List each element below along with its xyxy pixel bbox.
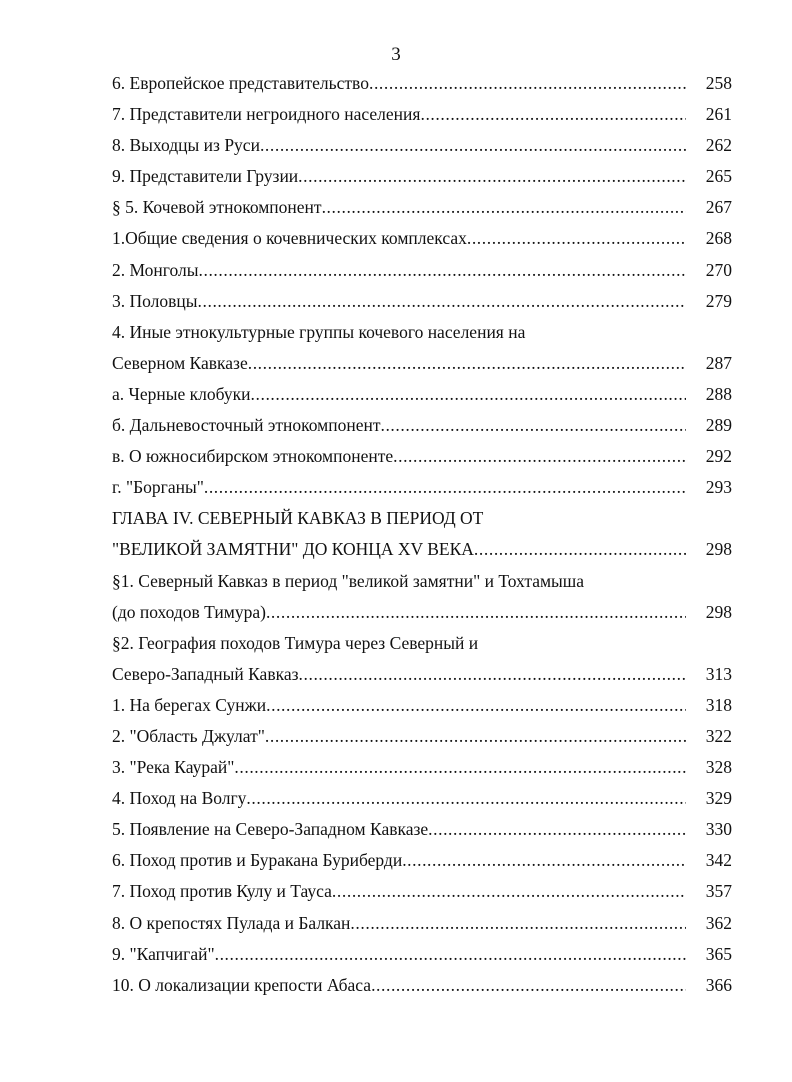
page-number: 3 [391, 44, 401, 65]
toc-entry-continued [112, 317, 732, 348]
toc-entry [112, 192, 732, 223]
toc-entry-title: 6. Поход против и Буракана Буриберди [112, 850, 403, 871]
toc-entry [112, 379, 732, 410]
toc-entry-page: 268 [705, 228, 732, 249]
leader-dots [322, 192, 686, 223]
toc-entry-page: 357 [705, 881, 732, 902]
toc-entry-title: Северном Кавказе [112, 352, 248, 373]
toc-entry [112, 908, 732, 939]
toc-entry [112, 939, 732, 970]
leader-dots [260, 130, 686, 161]
toc-entry-page: 258 [705, 73, 732, 93]
toc-entry-page: 366 [705, 974, 732, 995]
toc-entry-title: Северо-Западный Кавказ [112, 663, 299, 684]
toc-entry [112, 348, 732, 379]
toc-entry-title: "ВЕЛИКОЙ ЗАМЯТНИ" ДО КОНЦА XV ВЕКА [112, 539, 474, 560]
leader-dots [234, 752, 686, 783]
toc-entry-page: 293 [705, 477, 732, 498]
leader-dots [467, 223, 686, 254]
leader-dots [248, 348, 686, 379]
toc-entry-page: 279 [705, 290, 732, 311]
toc-entry-title: а. Черные клобуки [112, 383, 251, 404]
leader-dots [266, 690, 686, 721]
toc-entry-title: 8. О крепостях Пулада и Балкан [112, 912, 351, 933]
toc-entry-title: 3. "Река Каурай" [112, 757, 235, 778]
toc-entry [112, 783, 732, 814]
toc-entry [112, 752, 732, 783]
toc-entry-page: 318 [705, 694, 732, 715]
toc-entry-title: 4. Поход на Волгу [112, 788, 247, 809]
toc-entry [112, 255, 732, 286]
leader-dots [474, 534, 686, 565]
toc-entry-page: 288 [705, 383, 732, 404]
toc-entry [112, 659, 732, 690]
toc-entry-title: б. Дальневосточный этнокомпонент [112, 415, 381, 436]
toc-entry-title: 9. "Капчигай" [112, 943, 215, 964]
toc-entry-title: 7. Представители негроидного населения [112, 104, 421, 125]
toc-entry-title: (до походов Тимура) [112, 601, 266, 622]
toc-entry-title: 10. О локализации крепости Абаса [112, 974, 372, 995]
toc-entry-title: 6. Европейское представительство [112, 73, 369, 93]
toc-entry-title: 2. Монголы [112, 259, 199, 280]
toc-entry [112, 845, 732, 876]
toc-entry [112, 690, 732, 721]
toc-entry [112, 721, 732, 752]
toc-entry-title: §1. Северный Кавказ в период "великой замятни" и Тохтамыша [112, 570, 585, 591]
toc-entry-continued [112, 628, 732, 659]
toc-entry-page: 267 [705, 197, 732, 218]
toc-entry-continued [112, 566, 732, 597]
toc-entry-title: 8. Выходцы из Руси [112, 135, 260, 156]
leader-dots [199, 255, 687, 286]
leader-dots [266, 597, 686, 628]
toc-entry [112, 99, 732, 130]
toc-entry-page: 262 [705, 135, 732, 156]
toc-entry-title: 3. Половцы [112, 290, 198, 311]
toc-entry [112, 68, 732, 99]
toc-entry-title: 7. Поход против Кулу и Тауса [112, 881, 332, 902]
toc-chapter-heading [112, 534, 732, 565]
toc-entry-page: 270 [705, 259, 732, 280]
toc-entry-page: 362 [705, 912, 732, 933]
toc-entry-page: 289 [705, 415, 732, 436]
leader-dots [393, 441, 686, 472]
toc-entry-page: 287 [705, 352, 732, 373]
leader-dots [371, 970, 686, 1001]
toc-entry-title: 4. Иные этнокультурные группы кочевого населения на [112, 321, 526, 342]
toc-entry-title: ГЛАВА IV. СЕВЕРНЫЙ КАВКАЗ В ПЕРИОД ОТ [112, 508, 484, 529]
leader-dots [420, 99, 686, 130]
toc-entry [112, 410, 732, 441]
toc-chapter-heading [112, 503, 732, 534]
toc-entry-title: 1.Общие сведения о кочевнических комплексах [112, 228, 467, 249]
toc-entry-title: §2. География походов Тимура через Северный и [112, 632, 479, 653]
toc-entry-page: 322 [705, 725, 732, 746]
toc-entry-page: 329 [705, 788, 732, 809]
toc-entry [112, 472, 732, 503]
leader-dots [350, 908, 686, 939]
toc-entry-title: 1. На берегах Сунжи [112, 694, 267, 715]
leader-dots [215, 939, 686, 970]
toc-entry [112, 814, 732, 845]
toc-entry-title: г. "Борганы" [112, 477, 204, 498]
toc-entry [112, 441, 732, 472]
leader-dots [246, 783, 686, 814]
leader-dots [299, 659, 686, 690]
toc-entry-page: 298 [705, 539, 732, 560]
leader-dots [251, 379, 686, 410]
toc-entry [112, 597, 732, 628]
toc-entry [112, 876, 732, 907]
leader-dots [204, 472, 686, 503]
leader-dots [428, 814, 686, 845]
leader-dots [298, 161, 686, 192]
toc-entry [112, 223, 732, 254]
toc-entry-page: 313 [705, 663, 732, 684]
toc-entry [112, 970, 732, 1001]
leader-dots [380, 410, 686, 441]
toc-entry-title: 9. Представители Грузии [112, 166, 299, 187]
toc-entry-title: 5. Появление на Северо-Западном Кавказе [112, 819, 429, 840]
leader-dots [332, 876, 686, 907]
toc-entry-title: § 5. Кочевой этнокомпонент [112, 197, 322, 218]
toc-entry-page: 365 [705, 943, 732, 964]
leader-dots [265, 721, 686, 752]
table-of-contents [112, 68, 732, 1001]
toc-entry-title: в. О южносибирском этнокомпоненте [112, 446, 394, 467]
toc-entry-page: 342 [705, 850, 732, 871]
toc-entry-page: 330 [705, 819, 732, 840]
toc-entry-page: 261 [705, 104, 732, 125]
toc-entry-page: 298 [705, 601, 732, 622]
toc-entry-page: 328 [705, 757, 732, 778]
leader-dots [369, 68, 686, 99]
toc-entry-title: 2. "Область Джулат" [112, 725, 265, 746]
leader-dots [198, 286, 686, 317]
toc-entry [112, 161, 732, 192]
toc-entry-page: 292 [705, 446, 732, 467]
leader-dots [402, 845, 686, 876]
toc-entry [112, 286, 732, 317]
toc-entry-page: 265 [705, 166, 732, 187]
toc-entry [112, 130, 732, 161]
